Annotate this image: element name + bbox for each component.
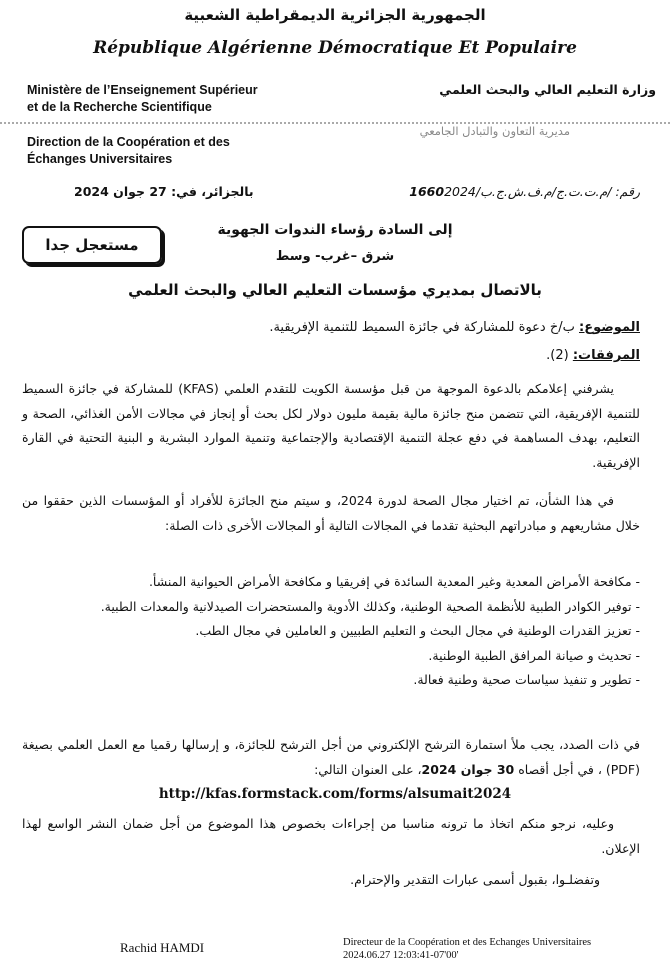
closing-line: وتفضلـوا، بقبول أسمى عبارات التقدير والإحترام.	[350, 872, 600, 887]
signer-name: Rachid HAMDI	[120, 940, 205, 955]
direction-arabic: مديرية التعاون والتبادل الجامعي	[419, 124, 570, 138]
reference-label: رقم:	[615, 184, 640, 199]
reference-code: /م.ت.ت.ج/م.ف.ش.ج.ب/2024	[444, 184, 612, 199]
date-value: 27 جوان 2024	[74, 184, 167, 199]
ministry-french	[27, 82, 258, 116]
addressee-line2: شرق –غرب- وسط	[275, 249, 395, 264]
list-item: - مكافحة الأمراض المعدية وغير المعدية السائدة في إفريقيا و مكافحة الأمراض الحيوانية المنشأ.	[148, 574, 640, 589]
list-item: - تحديث و صيانة المرافق الطبية الوطنية.	[428, 647, 640, 663]
direction-french-line2: Échanges Universitaires	[27, 152, 173, 166]
subject-line	[269, 320, 640, 335]
reference-num: 1660	[409, 184, 445, 199]
paragraph-3	[22, 733, 640, 782]
paragraph-3-part2: ، على العنوان التالي:	[314, 761, 422, 777]
french-republic-header: République Algérienne Démocratique Et Populaire	[93, 38, 577, 58]
addressee-line3: بالاتصال بمديري مؤسسات التعليم العالي والبحث العلمي	[128, 281, 542, 299]
subject-text: ب/خ دعوة للمشاركة في جائزة السميط للتنمية الإفريقية.	[269, 320, 579, 335]
list-item: - تطوير و تنفيذ سياسات صحية وطنية فعالة.	[413, 672, 640, 687]
submission-url[interactable]: http://kfas.formstack.com/forms/alsumait2024	[158, 786, 512, 802]
direction-french-line1: Direction de la Coopération et des	[27, 135, 230, 149]
digital-signature	[343, 936, 591, 962]
arabic-republic-header: الجمهورية الجزائرية الديمقراطية الشعبية	[184, 6, 486, 24]
paragraph-2: في هذا الشأن، تم اختيار مجال الصحة لدورة 2024، و سيتم منح الجائزة للأفراد أو المؤسسات الذين حققوا من خلال مشاريعهم و مبادراتهم البحثية تقدما في المجالات التالية أو المجالات الأخرى ذات الصلة:	[22, 493, 640, 533]
attachments-line	[546, 348, 640, 363]
paragraph-3-part1: في ذات الصدد، يجب ملأ استمارة الترشح الإلكتروني من أجل الترشح للجائزة، و إرسالها رقميا مع العمل العلمي بصيغة (PDF) ، في أجل أقصاه	[22, 737, 640, 777]
signature-title: Directeur de la Coopération et des Echanges Universitaires	[343, 937, 592, 948]
ministry-french-line1: Ministère de l’Enseignement Supérieur	[27, 83, 258, 97]
reference-number	[409, 184, 640, 199]
paragraph-4: وعليه، نرجو منكم اتخاذ ما ترونه مناسبا من إجراءات بخصوص هذا الموضوع من أجل ضمان النشر الواسع لهذا الإعلان.	[22, 816, 640, 856]
addressee-line1: إلى السادة رؤساء الندوات الجهوية	[217, 222, 453, 238]
signature-timestamp: 2024.06.27 12:03:41-07'00'	[343, 950, 459, 961]
ministry-arabic: وزارة التعليم العالي والبحث العلمي	[439, 82, 656, 97]
list-item: - توفير الكوادر الطبية للأنظمة الصحية الوطنية، وكذلك الأدوية والمستحضرات الصيدلانية والمعدات الطبية.	[100, 598, 640, 614]
subject-label: الموضوع:	[579, 320, 640, 335]
date-prefix: بالجزائر، في:	[171, 184, 254, 199]
paragraph-1: يشرفني إعلامكم بالدعوة الموجهة من قبل مؤسسة الكويت للتقدم العلمي (KFAS) للمشاركة في جائزة السميط للتنمية الإفريقية، التي تتضمن منح جائزة مالية بقيمة مليون دولار لكل بحث أو إنجاز في مجالات الأمن الغذائي، الصحة و التعليم، بهدف المساهمة في دفع عجلة التنمية الإقتصادية والإجتماعية وتنمية الموارد البشرية و البنية التحتية في القارة الإفريقية.	[22, 381, 640, 470]
deadline: 30 جوان 2024	[421, 761, 515, 777]
list-item: - تعزيز القدرات الوطنية في مجال البحث و التعليم الطبيين و العاملين في مجال الطب.	[195, 623, 640, 638]
urgent-stamp: مستعجل جدا	[22, 226, 162, 264]
attachments-text: (2).	[546, 348, 573, 363]
date-line	[74, 184, 254, 199]
attachments-label: المرفقات:	[572, 348, 640, 363]
fields-list	[22, 570, 640, 693]
ministry-french-line2: et de la Recherche Scientifique	[27, 100, 212, 114]
direction-french	[27, 134, 230, 168]
